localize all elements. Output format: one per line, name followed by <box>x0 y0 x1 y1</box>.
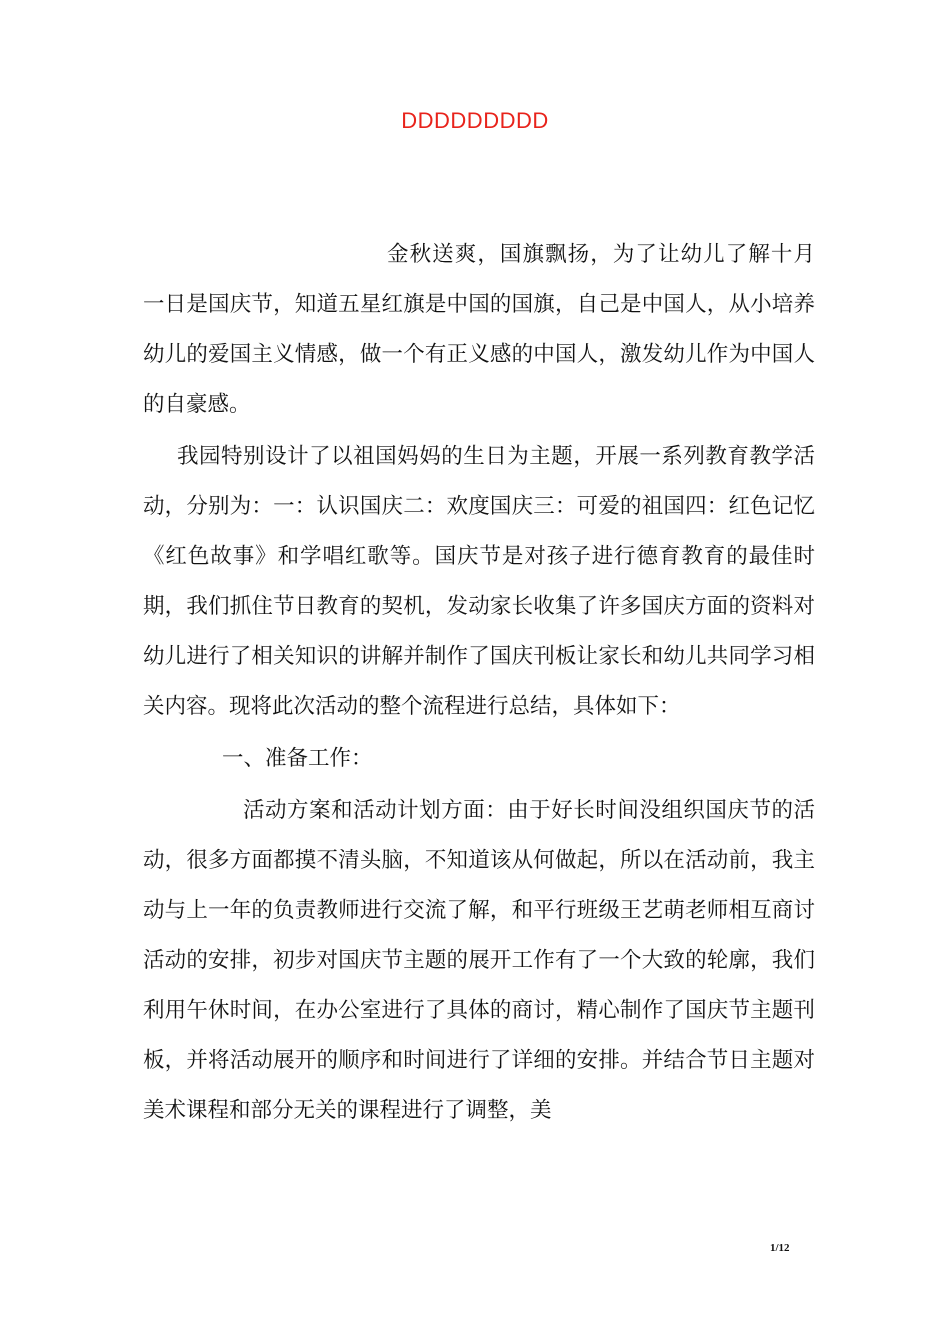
paragraph-plan: 活动方案和活动计划方面：由于好长时间没组织国庆节的活动，很多方面都摸不清头脑，不知道该从何做起，所以在活动前，我主动与上一年的负责教师进行交流了解，和平行班级王艺萌老师相互商讨活动的安排，初步对国庆节主题的展开工作有了一个大致的轮廓，我们利用午休时间，在办公室进行了具体的商讨，精心制作了国庆节主题刊板，并将活动展开的顺序和时间进行了详细的安排。并结合节日主题对美术课程和部分无关的课程进行了调整，美 <box>143 798 815 1123</box>
paragraph-activities: 我园特别设计了以祖国妈妈的生日为主题，开展一系列教育教学活动，分别为：一：认识国庆二：欢度国庆三：可爱的祖国四：红色记忆《红色故事》和学唱红歌等。国庆节是对孩子进行德育教育的最佳时期，我们抓住节日教育的契机，发动家长收集了许多国庆方面的资料对幼儿进行了相关知识的讲解并制作了国庆刊板让家长和幼儿共同学习相关内容。现将此次活动的整个流程进行总结，具体如下： <box>143 444 815 719</box>
document-body <box>143 230 815 1138</box>
page-number: 1/12 <box>770 1242 790 1254</box>
paragraph-intro: 金秋送爽，国旗飘扬，为了让幼儿了解十月一日是国庆节，知道五星红旗是中国的国旗，自己是中国人，从小培养幼儿的爱国主义情感，做一个有正义感的中国人，激发幼儿作为中国人的自豪感。 <box>143 242 815 417</box>
section-heading-preparation: 一、准备工作： <box>222 746 373 771</box>
document-title: DDDDDDDDD <box>401 108 549 133</box>
